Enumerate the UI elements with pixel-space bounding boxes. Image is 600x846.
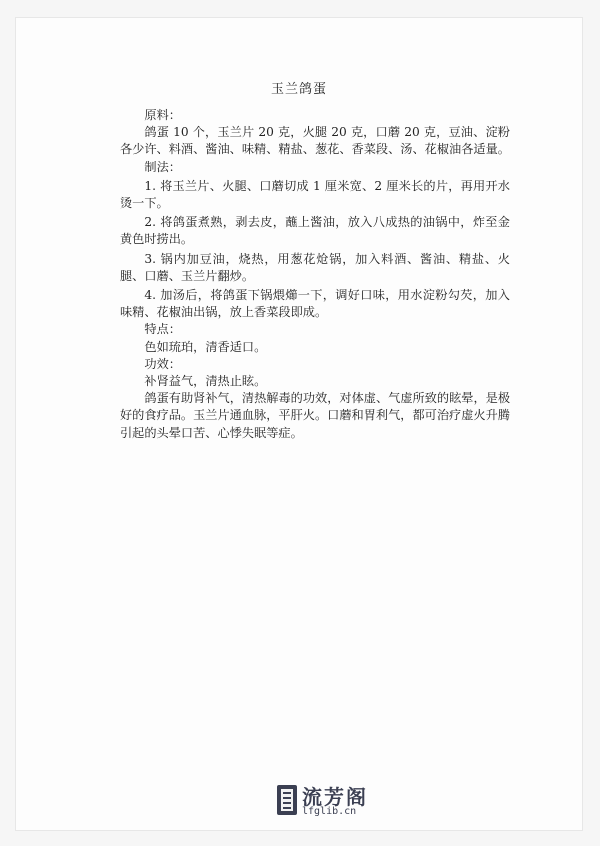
document-title: 玉兰鸽蛋 [270,82,327,97]
watermark-footer [16,782,582,826]
section-heading-method: 制法： [144,159,181,174]
method-step-1: 1. 将玉兰片、火腿、口蘑切成 1 厘米宽、2 厘米长的片，再用开水烫一下。 [120,178,510,211]
logo-url: lfglib.cn [302,806,357,817]
efficacy-summary: 补肾益气，清热止眩。 [144,374,267,389]
efficacy-details: 鸽蛋有助肾补气，清热解毒的功效，对体虚、气虚所致的眩晕，是极好的食疗品。玉兰片通血脉，平肝火。口蘑和胃利气，都可治疗虚火升腾引起的头晕口苦、心悸失眠等症。 [120,391,511,440]
document-page [16,18,582,830]
method-step-2: 2. 将鸽蛋煮熟，剥去皮，蘸上酱油，放入八成热的油锅中，炸至金黄色时捞出。 [120,215,510,247]
section-heading-efficacy: 功效： [144,356,181,371]
section-heading-features: 特点： [144,322,181,337]
logo-title: 流芳阁 [302,785,368,809]
features-text: 色如琉珀，清香适口。 [144,339,267,354]
method-step-4: 4. 加汤后，将鸽蛋下锅煨㸅一下，调好口味，用水淀粉勾芡，加入味精、花椒油出锅，放上香菜段即成。 [120,288,510,320]
document-body [120,107,510,442]
section-heading-ingredients: 原料： [144,108,181,122]
book-icon [276,784,298,816]
ingredients-text: 鸽蛋 10 个，玉兰片 20 克，火腿 20 克，口蘑 20 克，豆油、淀粉各少许、料酒、酱油、味精、精盐、葱花、香菜段、汤、花椒油各适量。 [120,125,510,157]
method-step-3: 3. 锅内加豆油，烧热，用葱花炝锅，加入料酒、酱油、精盐、火腿、口蘑、玉兰片翻炒。 [120,251,510,283]
